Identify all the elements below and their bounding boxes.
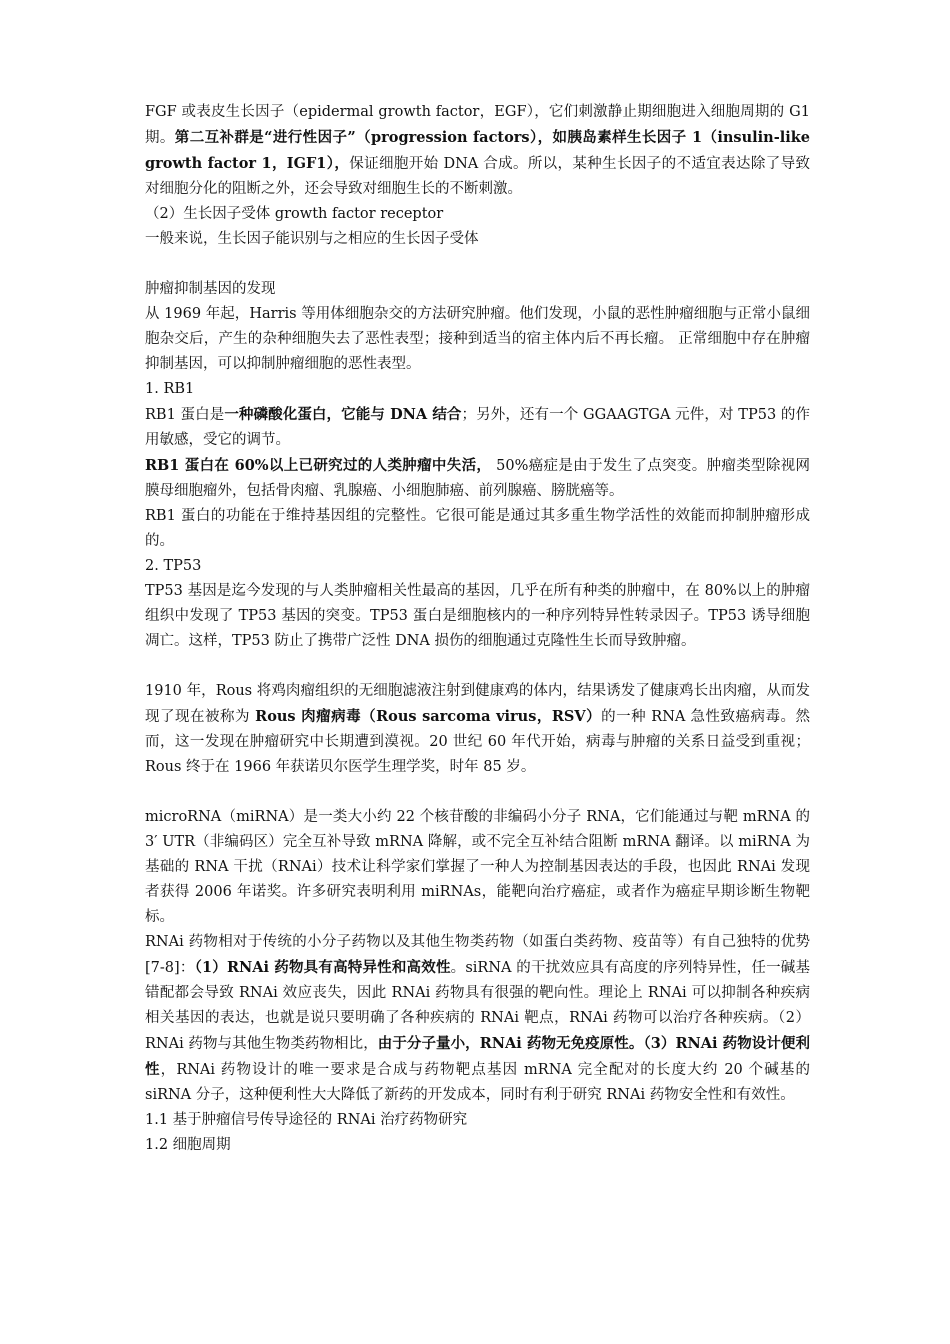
bold-text-segment: 第二互补群是“进行性因子”（progression factors），如胰岛素样生长因子 1（insulin-like growth factor 1，IGF1）， — [145, 129, 811, 172]
text-segment: 。siRNA 的干扰效应具有高度的序列特异性，任一碱基错配都会导致 RNAi 效应丧失，因此 RNAi 药物具有很强的靶向性。理论上 RNAi 可以抑制各种疾病相关基因的表达，也就是说只要明确了各种疾病的 RNAi 靶点，RNAi 药物可以治疗各种疾病。（2）RNAi 药物与其他生物类药物相比， — [145, 960, 811, 1052]
paragraph — [145, 1133, 810, 1158]
document-body — [145, 100, 810, 1158]
paragraph — [145, 227, 810, 252]
blank-line — [145, 654, 810, 679]
paragraph — [145, 1108, 810, 1133]
paragraph — [145, 930, 810, 1108]
paragraph — [145, 554, 810, 579]
paragraph — [145, 202, 810, 227]
text-segment: （2）生长因子受体 growth factor receptor — [145, 206, 444, 222]
text-segment: 2. TP53 — [145, 558, 202, 574]
text-segment: 50%癌症是由于发生了点突变。肿瘤类型除视网膜母细胞瘤外，包括骨肉瘤、乳腺癌、小细胞肺癌、前列腺癌、膀胱癌等。 — [145, 458, 810, 499]
bold-text-segment: 由于分子量小，RNAi 药物无免疫原性。（3）RNAi 药物设计便利性 — [145, 1035, 810, 1078]
paragraph — [145, 504, 810, 554]
text-segment: RB1 蛋白是 — [145, 407, 225, 423]
bold-text-segment: Rous 肉瘤病毒（Rous sarcoma virus，RSV） — [255, 708, 602, 725]
text-segment: RB1 蛋白的功能在于维持基因组的完整性。它很可能是通过其多重生物学活性的效能而抑制肿瘤形成的。 — [145, 508, 810, 549]
blank-line — [145, 780, 810, 805]
text-segment: 1.1 基于肿瘤信号传导途径的 RNAi 治疗药物研究 — [145, 1112, 468, 1128]
bold-text-segment: （1）RNAi 药物具有高特异性和高效性 — [194, 959, 451, 976]
text-segment: ，RNAi 药物设计的唯一要求是合成与药物靶点基因 mRNA 完全配对的长度大约 20 个碱基的 siRNA 分子，这种便利性大大降低了新药的开发成本，同时有利于研究 RNAi 药物安全性和有效性。 — [145, 1062, 811, 1103]
text-segment: ；另外，还有一个 GGAAGTGA 元件，对 TP53 的作用敏感，受它的调节。 — [145, 407, 810, 448]
paragraph — [145, 579, 810, 654]
text-segment: 的一种 RNA 急性致癌病毒。然而，这一发现在肿瘤研究中长期遭到漠视。20 世纪 60 年代开始，病毒与肿瘤的关系日益受到重视；Rous 终于在 1966 年获诺贝尔医学生理学奖，时年 85 岁。 — [145, 709, 811, 775]
blank-line — [145, 252, 810, 277]
paragraph — [145, 805, 810, 930]
bold-text-segment: RB1 蛋白在 60%以上已研究过的人类肿瘤中失活， — [145, 457, 492, 474]
text-segment: 从 1969 年起，Harris 等用体细胞杂交的方法研究肿瘤。他们发现，小鼠的恶性肿瘤细胞与正常小鼠细胞杂交后，产生的杂种细胞失去了恶性表型；接种到适当的宿主体内后不再长瘤。 正常细胞中存在肿瘤抑制基因，可以抑制肿瘤细胞的恶性表型。 — [145, 306, 810, 372]
paragraph — [145, 302, 810, 377]
paragraph — [145, 100, 810, 202]
text-segment: 肿瘤抑制基因的发现 — [145, 281, 276, 297]
text-segment: 1. RB1 — [145, 381, 195, 397]
paragraph — [145, 277, 810, 302]
text-segment: 保证细胞开始 DNA 合成。所以，某种生长因子的不适宜表达除了导致对细胞分化的阻断之外，还会导致对细胞生长的不断刺激。 — [145, 156, 810, 197]
text-segment: microRNA（miRNA）是一类大小约 22 个核苷酸的非编码小分子 RNA，它们能通过与靶 mRNA 的 3′ UTR（非编码区）完全互补导致 mRNA 降解，或不完全互补结合阻断 mRNA 翻译。以 miRNA 为基础的 RNA 干扰（RNAi）技术让科学家们掌握了一种人为控制基因表达的手段，也因此 RNAi 发现者获得 2006 年诺奖。许多研究表明利用 miRNAs，能靶向治疗癌症，或者作为癌症早期诊断生物靶标。 — [145, 809, 810, 925]
text-segment: FGF 或表皮生长因子（epidermal growth factor，EGF），它们刺激静止期细胞进入细胞周期的 G1 期。 — [145, 104, 810, 146]
paragraph — [145, 402, 810, 453]
text-segment: TP53 基因是迄今发现的与人类肿瘤相关性最高的基因，几乎在所有种类的肿瘤中，在 80%以上的肿瘤组织中发现了 TP53 基因的突变。TP53 蛋白是细胞核内的一种序列特异性转录因子。TP53 诱导细胞凋亡。这样，TP53 防止了携带广泛性 DNA 损伤的细胞通过克隆性生长而导致肿瘤。 — [145, 583, 810, 649]
paragraph — [145, 377, 810, 402]
bold-text-segment: 一种磷酸化蛋白，它能与 DNA 结合 — [224, 406, 462, 423]
paragraph — [145, 453, 810, 504]
text-segment: RNAi 药物相对于传统的小分子药物以及其他生物类药物（如蛋白类药物、疫苗等）有自己独特的优势[7-8]： — [145, 934, 810, 976]
paragraph — [145, 679, 810, 780]
text-segment: 1.2 细胞周期 — [145, 1137, 231, 1153]
text-segment: 1910 年，Rous 将鸡肉瘤组织的无细胞滤液注射到健康鸡的体内，结果诱发了健康鸡长出肉瘤，从而发现了现在被称为 — [145, 683, 810, 725]
text-segment: 一般来说，生长因子能识别与之相应的生长因子受体 — [145, 231, 479, 247]
